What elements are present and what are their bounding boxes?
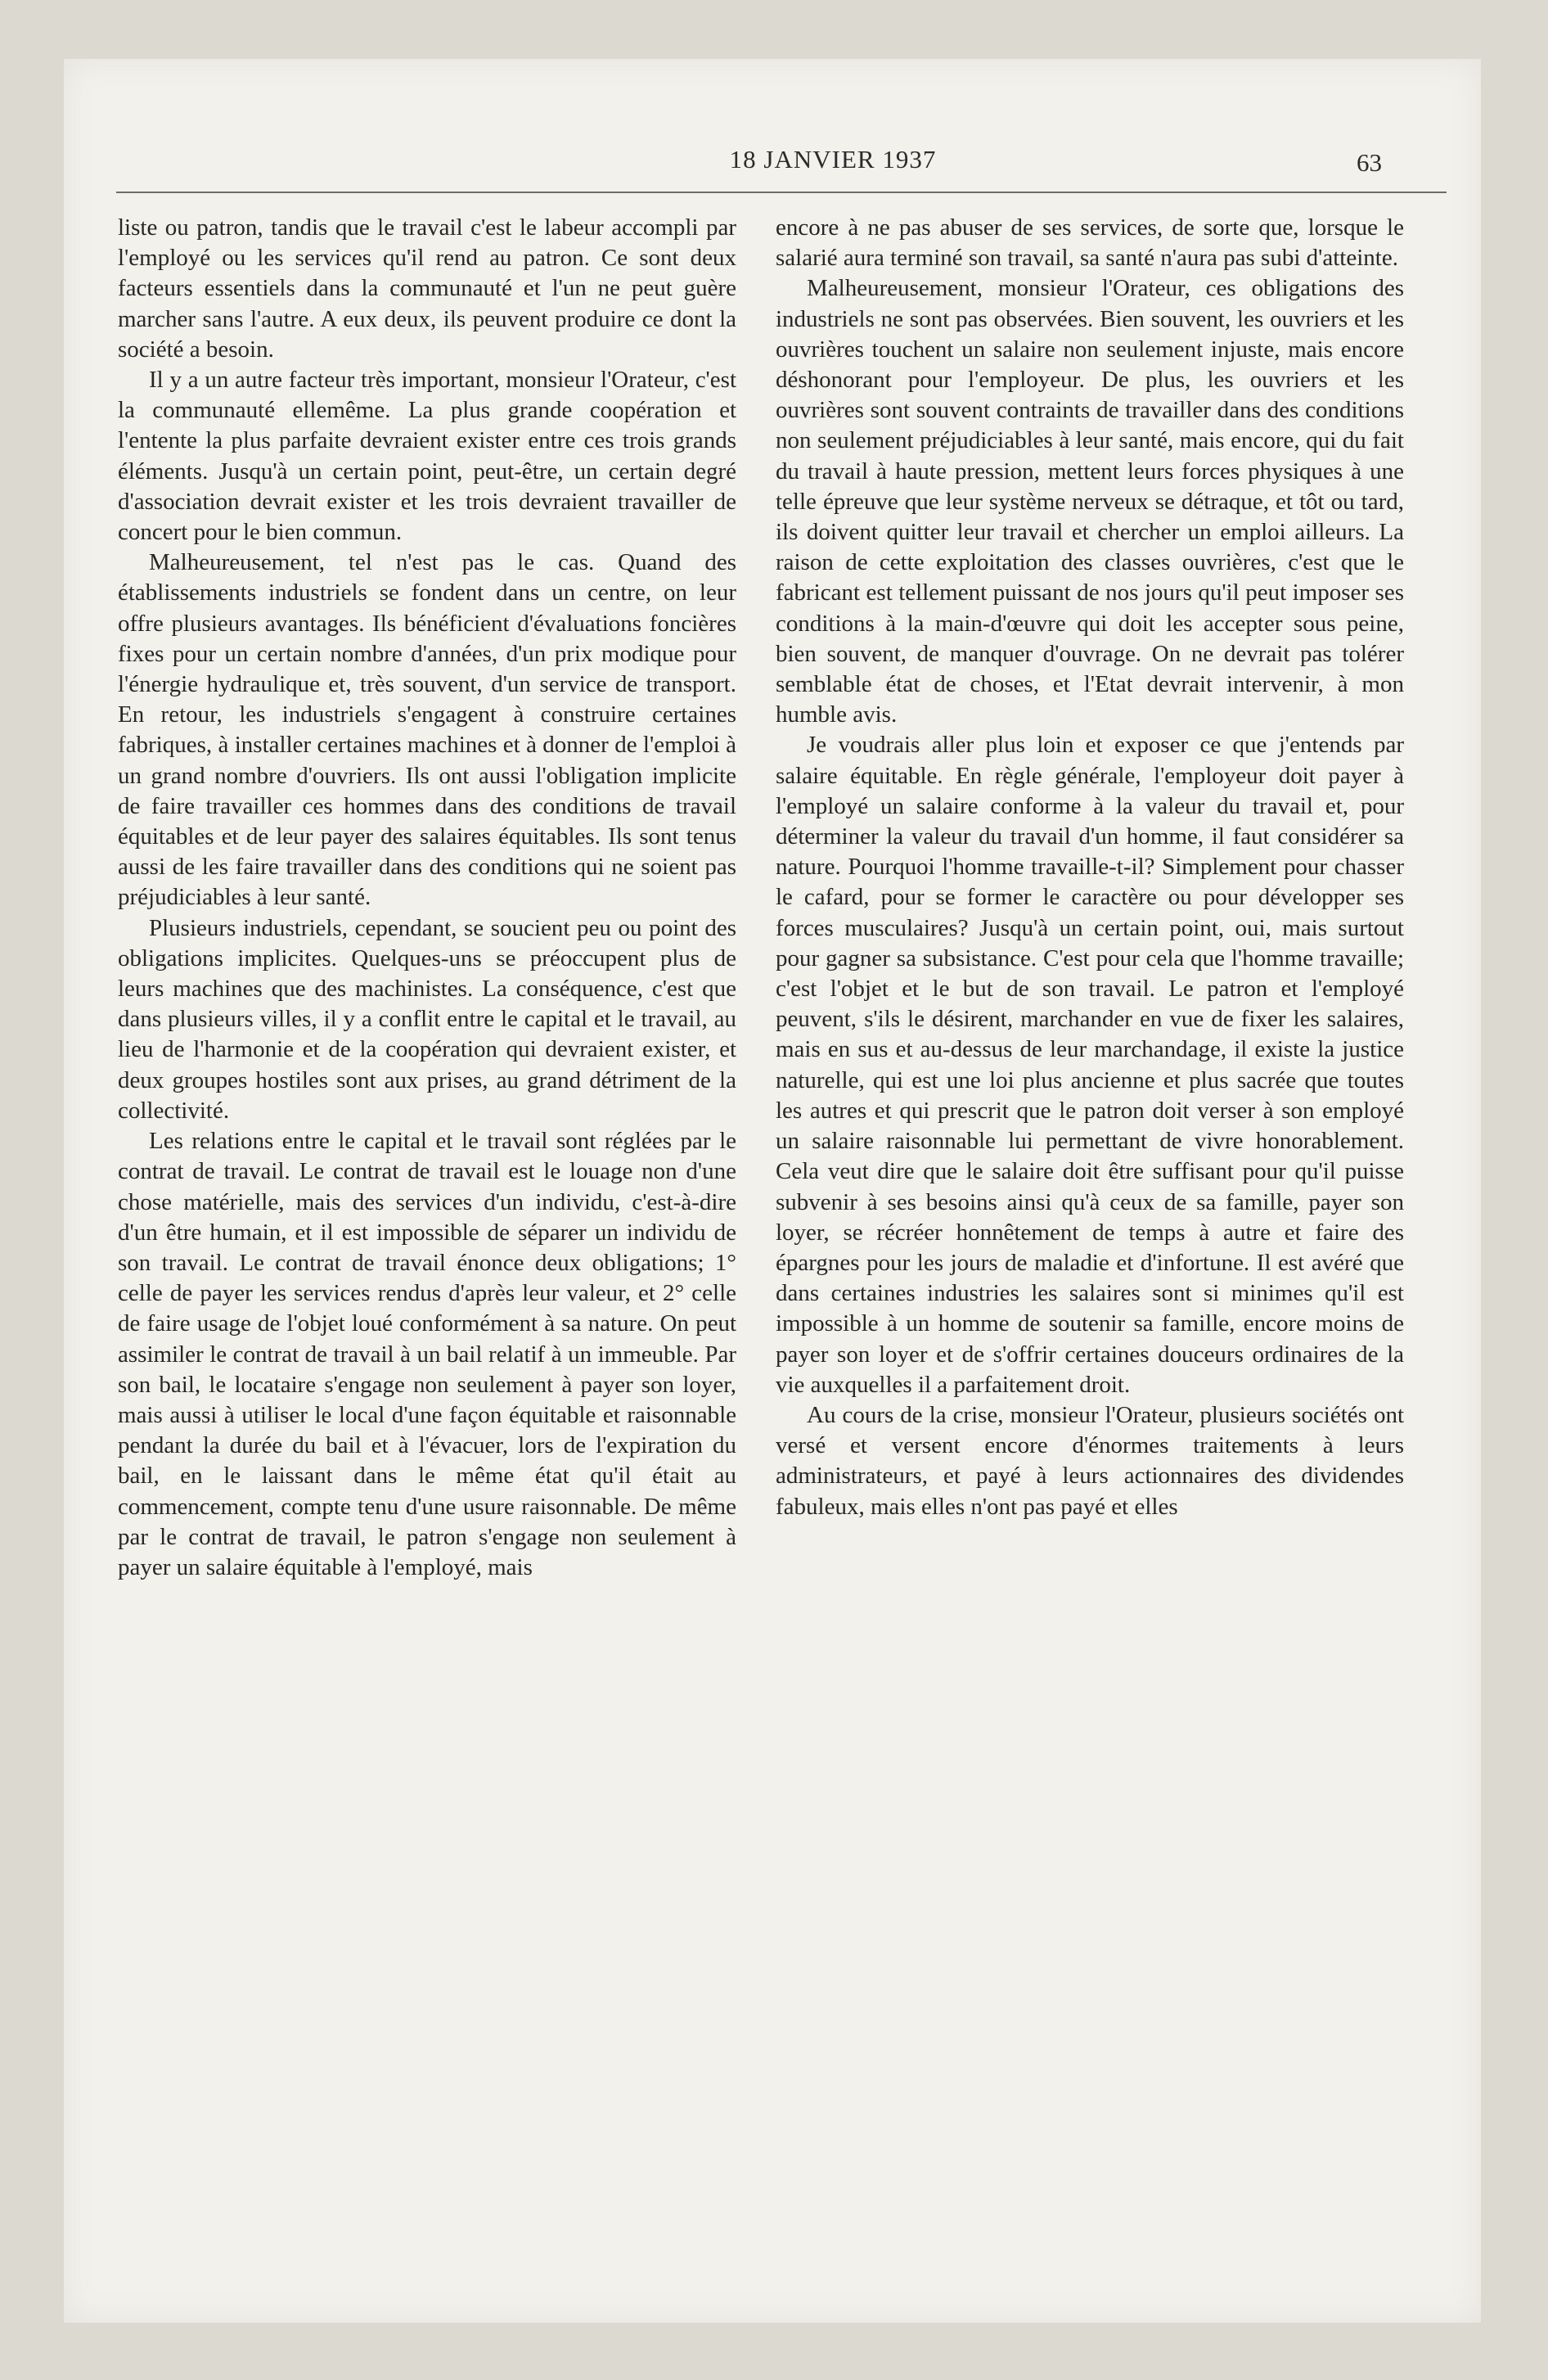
left-column — [118, 213, 736, 1583]
paragraph: Les relations entre le capital et le travail sont réglées par le contrat de travail. Le contrat de travail est le louage non d'une chose matérielle, mais des services d'un individu, c'est-à-dire d'un être humain, et il est impossible de séparer un individu de son travail. Le contrat de travail énonce deux obligations; 1° celle de payer les services rendus d'après leur valeur, et 2° celle de faire usage de l'objet loué conformément à sa nature. On peut assimiler le contrat de travail à un bail relatif à un immeuble. Par son bail, le locataire s'engage non seulement à payer son loyer, mais aussi à utiliser le local d'une façon équitable et raisonnable pendant la durée du bail et à l'évacuer, lors de l'expiration du bail, en le laissant dans le même état qu'il était au commencement, compte tenu d'une usure raisonnable. De même par le contrat de travail, le patron s'engage non seulement à payer un salaire équitable à l'employé, mais — [118, 1128, 736, 1580]
page-header — [64, 145, 1481, 194]
paragraph: Malheureusement, monsieur l'Orateur, ces obligations des industriels ne sont pas observées. Bien souvent, les ouvriers et les ouvrières touchent un salaire non seulement injuste, mais encore déshonorant pour l'employeur. De plus, les ouvriers et les ouvrières sont souvent contraints de travailler dans des conditions non seulement préjudiciables à leur santé, mais encore, qui du fait du travail à haute pression, mettent leurs forces physiques à une telle épreuve que leur système nerveux se détraque, et tôt ou tard, ils doivent quitter leur travail et chercher un emploi ailleurs. La raison de cette exploitation des classes ouvrières, c'est que le fabricant est tellement puissant de nos jours qu'il peut imposer ses conditions à la main-d'œuvre qui doit les accepter sous peine, bien souvent, de manquer d'ouvrage. On ne devrait pas tolérer semblable état de choses, et l'Etat devrait intervenir, à mon humble avis. — [776, 275, 1404, 728]
paragraph: Au cours de la crise, monsieur l'Orateur, plusieurs sociétés ont versé et versent encore d'énormes traitements à leurs administrateurs, et payé à leurs actionnaires des dividendes fabuleux, mais elles n'ont pas payé et elles — [776, 1401, 1404, 1520]
paragraph: Plusieurs industriels, cependant, se soucient peu ou point des obligations implicites. Quelques-uns se préoccupent plus de leurs machines que des machinistes. La conséquence, c'est que dans plusieurs villes, il y a conflit entre le capital et le travail, au lieu de l'harmonie et de la coopération qui devraient exister, et deux groupes hostiles sont aux prises, au grand détriment de la collectivité. — [118, 914, 736, 1124]
header-rule — [116, 192, 1447, 193]
document-page — [64, 59, 1481, 2323]
header-date: 18 JANVIER 1937 — [729, 145, 937, 174]
paragraph: Je voudrais aller plus loin et exposer ce que j'entends par salaire équitable. En règle générale, l'employeur doit payer à l'employé un salaire conforme à la valeur du travail et, pour déterminer la valeur du travail d'un homme, il faut considérer sa nature. Pourquoi l'homme travaille-t-il? Simplement pour chasser le cafard, pour se former le caractère ou pour développer ses forces musculaires? Jusqu'à un certain point, oui, mais surtout pour gagner sa subsistance. C'est pour cela que l'homme travaille; c'est l'objet et le but de son travail. Le patron et l'employé peuvent, s'ils le désirent, marchander en vue de fixer les salaires, mais en sus et au-dessus de leur marchandage, il existe la justice naturelle, qui est une loi plus ancienne et plus sacrée que toutes les autres et qui prescrit que le patron doit verser à son employé un salaire raisonnable lui permettant de vivre honorablement. Cela veut dire que le salaire doit être suffisant pour qu'il puisse subvenir à ses besoins ainsi qu'à ceux de sa famille, payer son loyer, se récréer honnêtement de temps à autre et faire des épargnes pour les jours de maladie et d'infortune. Il est avéré que dans certaines industries les salaires sont si minimes qu'il est impossible à un homme de soutenir sa famille, encore moins de payer son loyer et de s'offrir certaines douceurs ordinaires de la vie auxquelles il a parfaitement droit. — [776, 732, 1404, 1398]
paragraph: liste ou patron, tandis que le travail c'est le labeur accompli par l'employé ou les services qu'il rend au patron. Ce sont deux facteurs essentiels dans la communauté et l'un ne peut guère marcher sans l'autre. A eux deux, ils peuvent produire ce dont la société a besoin. — [118, 214, 736, 363]
paragraph: Malheureusement, tel n'est pas le cas. Quand des établissements industriels se fondent dans un centre, on leur offre plusieurs avantages. Ils bénéficient d'évaluations foncières fixes pour un certain nombre d'années, d'un prix modique pour l'énergie hydraulique et, très souvent, d'un service de transport. En retour, les industriels s'engagent à construire certaines fabriques, à installer certaines machines et à donner de l'emploi à un grand nombre d'ouvriers. Ils ont aussi l'obligation implicite de faire travailler ces hommes dans des conditions de travail équitables et de leur payer des salaires équitables. Ils sont tenus aussi de les faire travailler dans des conditions qui ne soient pas préjudiciables à leur santé. — [118, 549, 736, 911]
page-number: 63 — [1357, 148, 1382, 177]
right-column — [776, 213, 1404, 1522]
paragraph: Il y a un autre facteur très important, monsieur l'Orateur, c'est la communauté ellemême. La plus grande coopération et l'entente la plus parfaite devraient exister entre ces trois grands éléments. Jusqu'à un certain point, peut-être, un certain degré d'association devrait exister et les trois devraient travailler de concert pour le bien commun. — [118, 367, 736, 546]
paragraph: encore à ne pas abuser de ses services, de sorte que, lorsque le salarié aura terminé son travail, sa santé n'aura pas subi d'atteinte. — [776, 214, 1404, 272]
